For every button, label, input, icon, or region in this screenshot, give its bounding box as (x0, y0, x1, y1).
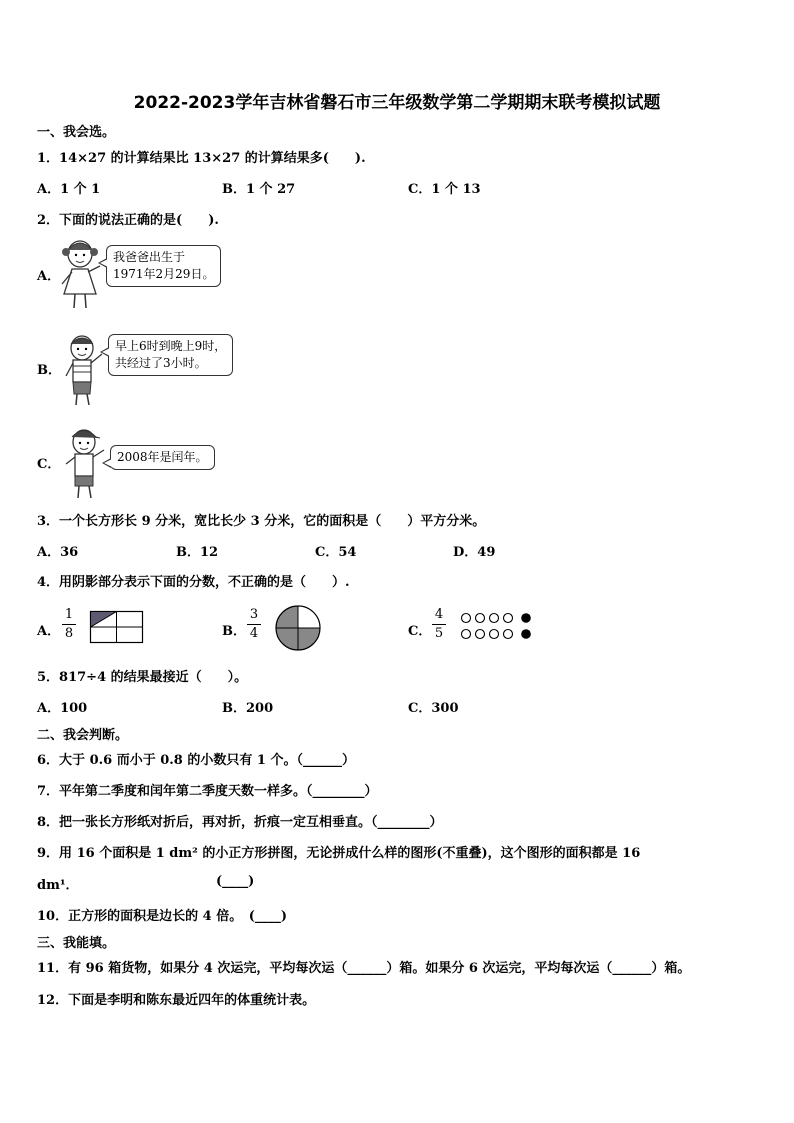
q4-option-b-label: B． (222, 624, 246, 639)
dots-figure (460, 612, 535, 642)
q2-option-a-speech-bubble (106, 245, 221, 287)
q3-option-c: C．54 (315, 545, 357, 560)
q6-text: 6．大于 0.6 而小于 0.8 的小数只有 1 个。（______） (37, 753, 355, 768)
boy-with-cap-illustration-icon (64, 426, 106, 500)
fraction-numerator: 3 (249, 607, 259, 622)
q10-text: 10．正方形的面积是边长的 4 倍。 (____) (37, 909, 287, 924)
fraction-denominator: 8 (64, 626, 74, 641)
fraction-numerator: 4 (434, 607, 444, 622)
fraction-numerator: 1 (64, 607, 74, 622)
q3-option-d: D．49 (453, 545, 496, 560)
q3-option-b: B．12 (176, 545, 219, 560)
fraction-denominator: 5 (434, 626, 444, 641)
section-1-heading: 一、我会选。 (37, 125, 116, 140)
q7-text: 7．平年第二季度和闰年第二季度天数一样多。（________） (37, 784, 378, 799)
girl-illustration-icon (60, 236, 102, 312)
q9-answer-blank: (____) (216, 874, 255, 889)
circle-three-quarters-shaded-figure (275, 605, 321, 651)
q5-option-a: A．100 (37, 701, 88, 716)
q2-option-b-line2: 共经过了3小时。 (115, 356, 207, 370)
q2-option-c-label: C． (37, 457, 61, 472)
q12-text: 12．下面是李明和陈东最近四年的体重统计表。 (37, 993, 316, 1008)
q4-stem: 4．用阴影部分表示下面的分数，不正确的是（ ）. (37, 575, 350, 590)
q4-option-b-fraction (247, 607, 261, 642)
rectangle-one-eighth-shaded-figure (90, 611, 144, 644)
q5-stem: 5．817÷4 的结果最接近（ ）。 (37, 670, 248, 685)
page-title: 2022-2023学年吉林省磐石市三年级数学第二学期期末联考模拟试题 (133, 93, 661, 113)
q4-option-c-fraction (432, 607, 446, 642)
q4-option-a-label: A． (37, 624, 61, 639)
q9-text-line1: 9．用 16 个面积是 1 dm² 的小正方形拼图，无论拼成什么样的图形(不重叠)，这个图形的面积都是 16 (37, 846, 641, 861)
fraction-bar (432, 624, 446, 625)
section-2-heading: 二、我会判断。 (37, 728, 129, 743)
q8-text: 8．把一张长方形纸对折后，再对折，折痕一定互相垂直。（________） (37, 815, 443, 830)
boy-illustration-icon (62, 332, 104, 408)
q2-option-b-speech-bubble (108, 334, 233, 376)
q5-option-b: B．200 (222, 701, 274, 716)
q3-option-a: A．36 (37, 545, 79, 560)
q1-option-c: C．1 个 13 (408, 182, 481, 197)
section-3-heading: 三、我能填。 (37, 936, 116, 951)
q2-option-a-line2: 1971年2月29日。 (113, 267, 215, 281)
q2-option-c-line: 2008年是闰年。 (117, 450, 208, 464)
q5-option-c: C．300 (408, 701, 459, 716)
q4-option-c-label: C． (408, 624, 432, 639)
q2-option-c-speech-bubble (110, 445, 215, 470)
q3-stem: 3．一个长方形长 9 分米，宽比长少 3 分米，它的面积是（ ）平方分米。 (37, 514, 486, 529)
q4-option-a-fraction (62, 607, 76, 642)
q1-option-b: B．1 个 27 (222, 182, 296, 197)
q1-option-a: A．1 个 1 (37, 182, 101, 197)
q2-option-b-line1: 早上6时到晚上9时， (115, 339, 227, 353)
q2-option-b-label: B． (37, 363, 61, 378)
q2-stem: 2．下面的说法正确的是( ). (37, 213, 219, 228)
fraction-bar (247, 624, 261, 625)
fraction-bar (62, 624, 76, 625)
q11-text: 11．有 96 箱货物，如果分 4 次运完，平均每次运（______）箱。如果分 6 次运完，平均每次运（______）箱。 (37, 961, 691, 976)
fraction-denominator: 4 (249, 626, 259, 641)
q2-option-a-label: A． (37, 269, 61, 284)
q2-option-a-line1: 我爸爸出生于 (113, 250, 186, 264)
q9-text-line2: dm¹． (37, 878, 79, 893)
q1-stem: 1．14×27 的计算结果比 13×27 的计算结果多( ). (37, 151, 366, 166)
